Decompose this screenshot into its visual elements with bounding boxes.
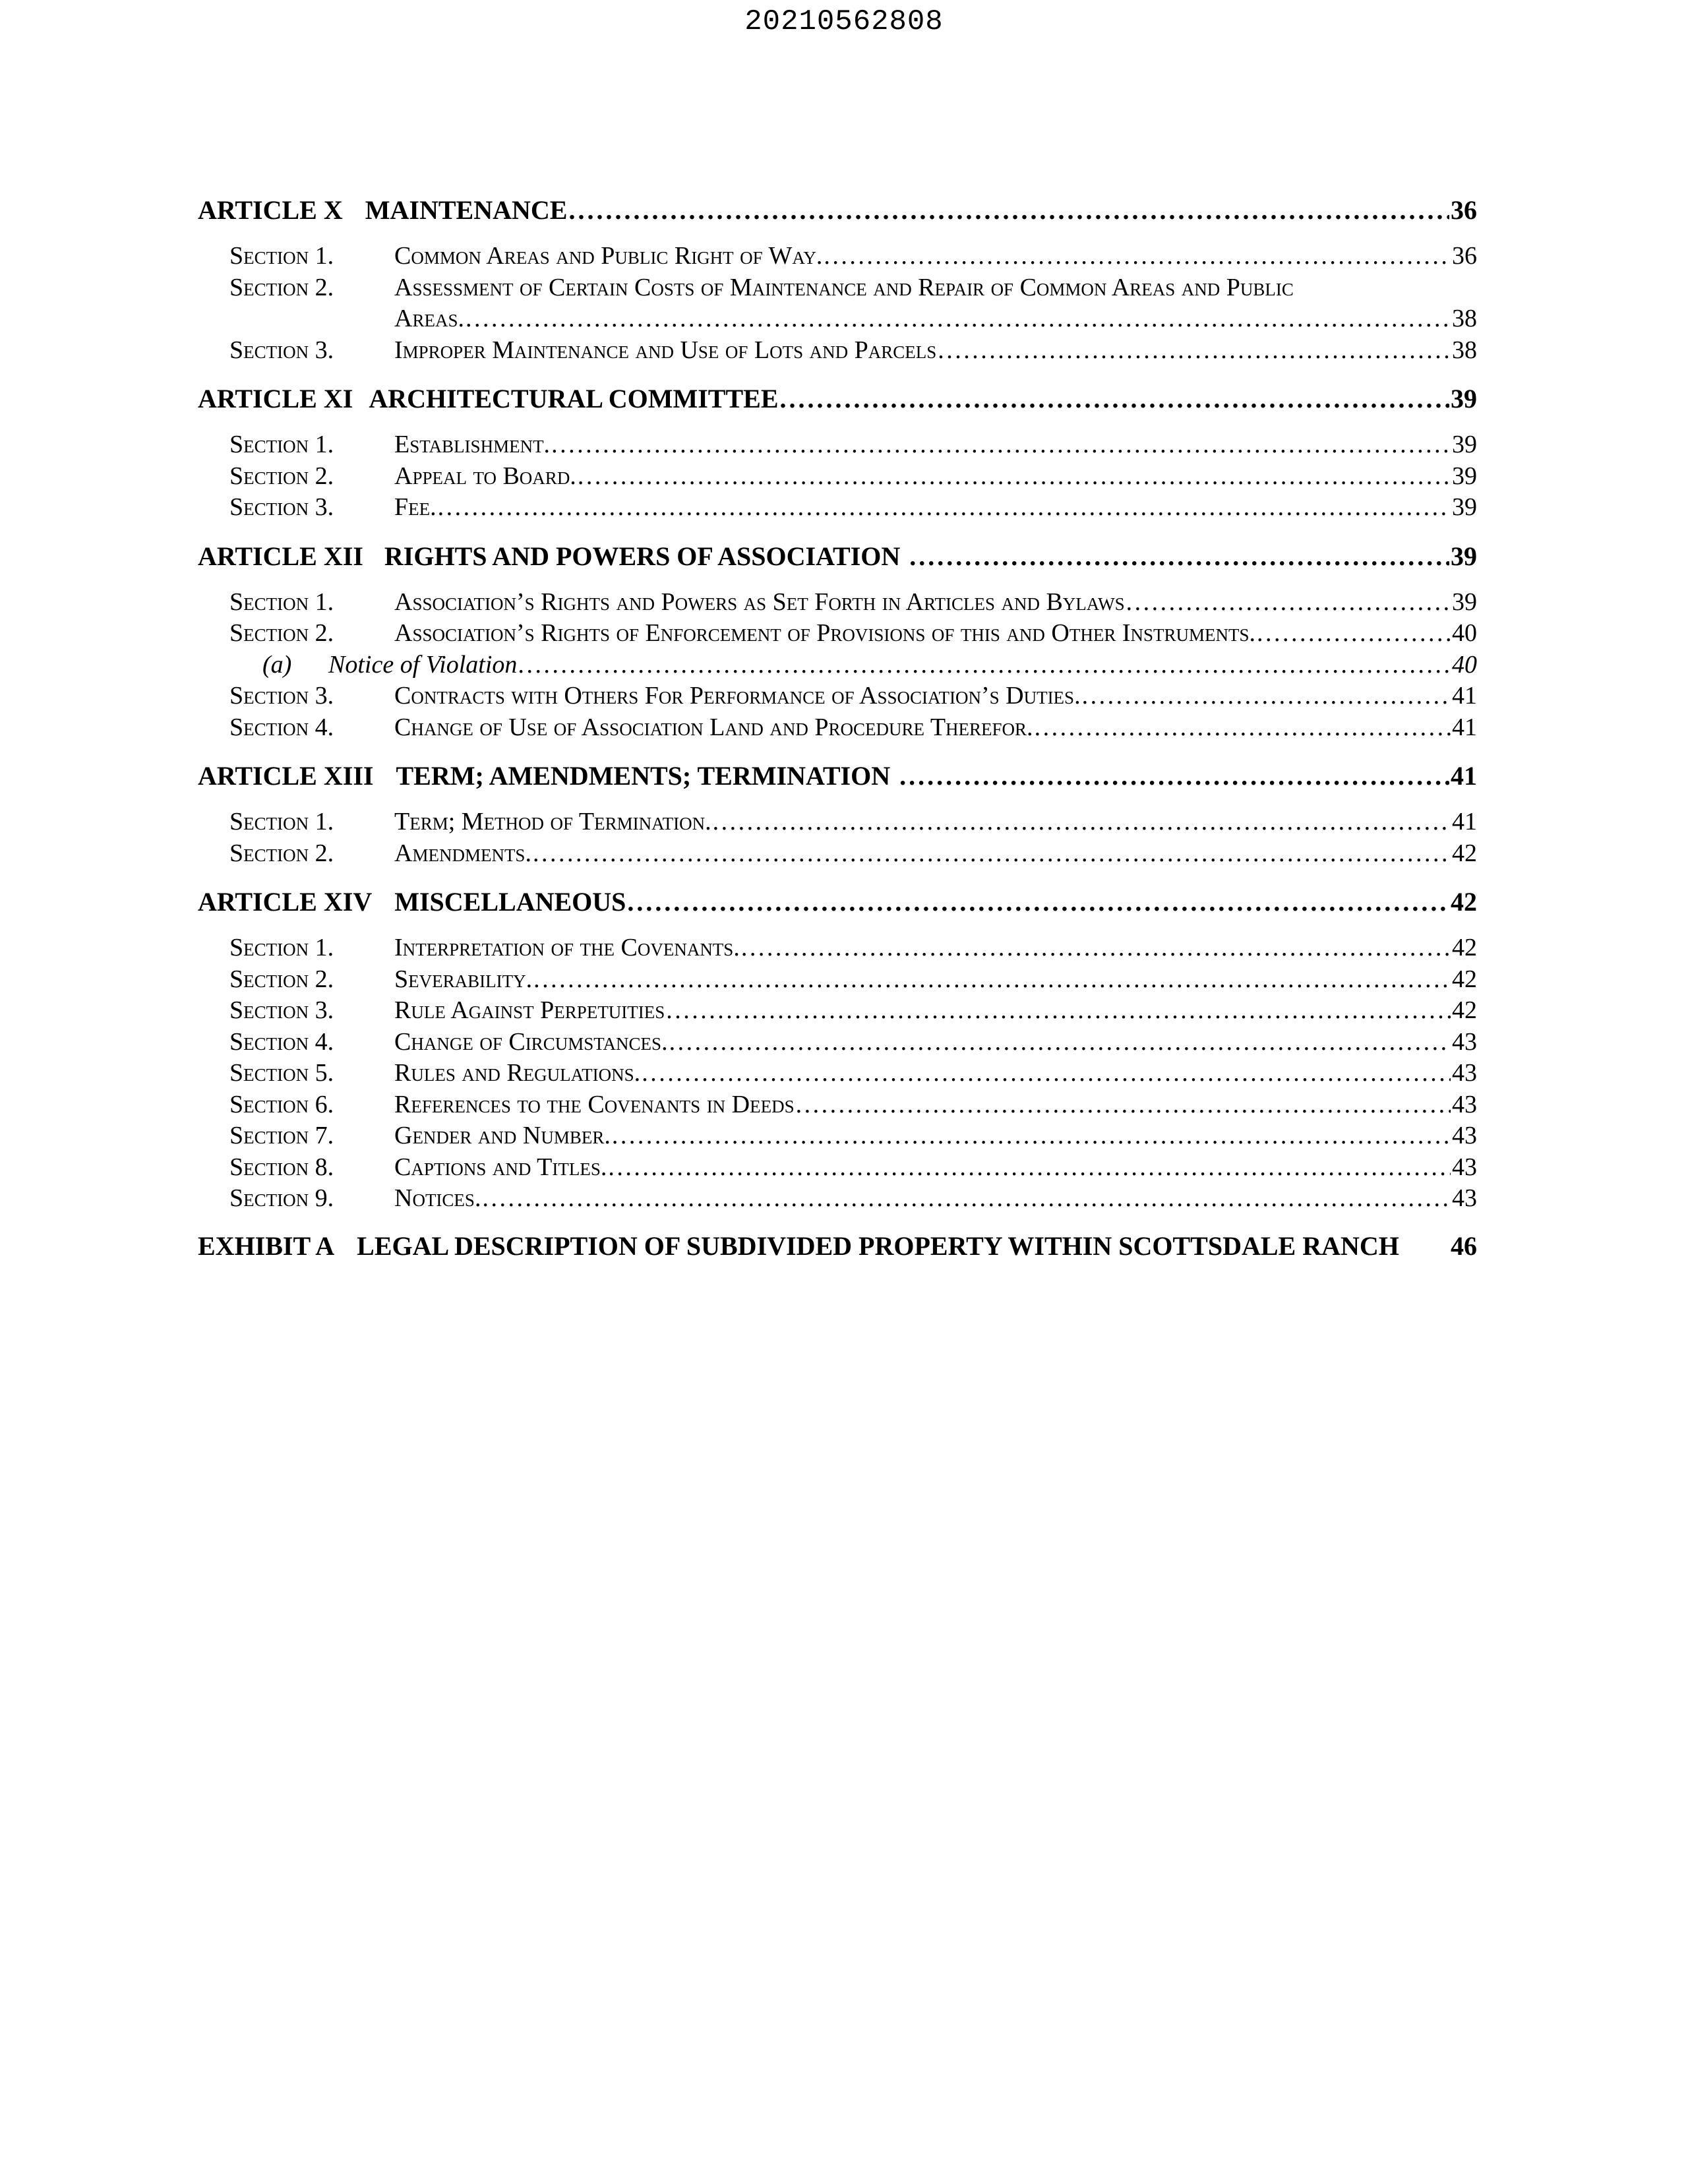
- page-number: 46: [1451, 1230, 1477, 1261]
- article-number: ARTICLE XII: [198, 541, 363, 571]
- toc-article-x[interactable]: [198, 195, 1477, 226]
- toc-section-entry[interactable]: [198, 932, 1477, 964]
- page-number: 43: [1452, 1184, 1477, 1212]
- table-of-contents: [198, 195, 1477, 1262]
- page-number: 43: [1452, 1122, 1477, 1149]
- page-number: 41: [1451, 761, 1477, 791]
- section-title: Interpretation of the Covenants.: [394, 934, 740, 961]
- page-number: 36: [1452, 242, 1477, 270]
- article-title: RIGHTS AND POWERS OF ASSOCIATION: [384, 541, 901, 571]
- page-number: 41: [1452, 713, 1477, 741]
- section-title: References to the Covenants in Deeds: [394, 1090, 795, 1118]
- section-number: Section 3.: [229, 336, 334, 364]
- toc-article-xiii[interactable]: [198, 760, 1477, 792]
- section-title: Severability.: [394, 965, 533, 993]
- section-number: Section 3.: [229, 682, 334, 710]
- toc-section-entry[interactable]: [198, 681, 1477, 712]
- section-list: [198, 587, 1477, 744]
- toc-section-entry[interactable]: [198, 1027, 1477, 1058]
- section-number: Section 2.: [229, 619, 334, 647]
- exhibit-number: EXHIBIT A: [198, 1230, 335, 1261]
- page-number: 39: [1452, 462, 1477, 490]
- subsection-number: (a): [262, 650, 292, 679]
- page-number: 36: [1451, 195, 1477, 225]
- page-number: 43: [1452, 1153, 1477, 1181]
- page-number: 43: [1452, 1090, 1477, 1118]
- section-number: Section 2.: [229, 462, 334, 490]
- section-title: Appeal to Board.: [394, 462, 576, 490]
- section-title: Contracts with Others For Performance of Association’s Duties.: [394, 682, 1081, 710]
- toc-section-entry[interactable]: [198, 838, 1477, 870]
- section-title: Assessment of Certain Costs of Maintenance and Repair of Common Areas and Public: [394, 273, 1294, 301]
- page-number: 39: [1452, 588, 1477, 616]
- page-number: 42: [1452, 965, 1477, 993]
- subsection-title: Notice of Violation: [328, 650, 518, 679]
- article-number: ARTICLE X: [198, 195, 343, 225]
- section-title: Gender and Number.: [394, 1122, 611, 1149]
- page-number: 43: [1452, 1059, 1477, 1087]
- section-list: [198, 429, 1477, 524]
- toc-article-xii[interactable]: [198, 541, 1477, 572]
- page-number: 42: [1452, 996, 1477, 1024]
- section-title: Common Areas and Public Right of Way.: [394, 242, 823, 270]
- toc-article-xiv[interactable]: [198, 886, 1477, 918]
- section-title: Rule Against Perpetuities: [394, 996, 665, 1024]
- page-number: 39: [1451, 541, 1477, 571]
- section-number: Section 1.: [229, 431, 334, 458]
- toc-section-entry[interactable]: [198, 806, 1477, 838]
- toc-section-entry[interactable]: [198, 461, 1477, 493]
- toc-section-entry[interactable]: [198, 492, 1477, 524]
- section-title: Association’s Rights of Enforcement of Provisions of this and Other Instruments.: [394, 619, 1256, 647]
- section-list: [198, 932, 1477, 1215]
- section-list: [198, 806, 1477, 869]
- section-title-continued: Areas.: [394, 305, 464, 332]
- section-title: Association’s Rights and Powers as Set Forth in Articles and Bylaws: [394, 588, 1125, 616]
- section-number: Section 2.: [229, 273, 334, 301]
- page-number: 43: [1452, 1027, 1477, 1056]
- document-number: 20210562808: [744, 5, 944, 38]
- toc-section-entry[interactable]: [198, 241, 1477, 272]
- section-title: Change of Circumstances.: [394, 1027, 668, 1056]
- toc-section-entry[interactable]: [198, 1058, 1477, 1089]
- section-number: Section 8.: [229, 1153, 334, 1181]
- article-number: ARTICLE XI: [198, 384, 353, 413]
- section-number: Section 9.: [229, 1184, 334, 1212]
- section-number: Section 1.: [229, 588, 334, 616]
- article-title: MAINTENANCE: [365, 195, 568, 225]
- section-number: Section 1.: [229, 242, 334, 270]
- page-number: 38: [1452, 336, 1477, 364]
- toc-section-entry[interactable]: [198, 587, 1477, 619]
- article-number: ARTICLE XIII: [198, 761, 374, 791]
- section-number: Section 4.: [229, 713, 334, 741]
- section-number: Section 1.: [229, 934, 334, 961]
- section-title: Term; Method of Termination.: [394, 808, 711, 835]
- toc-section-entry[interactable]: [198, 712, 1477, 744]
- section-title: Rules and Regulations.: [394, 1059, 641, 1087]
- article-title: ARCHITECTURAL COMMITTEE: [369, 384, 779, 413]
- page-number: 39: [1451, 384, 1477, 413]
- toc-section-entry[interactable]: [198, 964, 1477, 996]
- article-number: ARTICLE XIV: [198, 887, 373, 917]
- page-number: 39: [1452, 493, 1477, 521]
- section-number: Section 1.: [229, 808, 334, 835]
- toc-exhibit-a[interactable]: [198, 1230, 1477, 1262]
- section-title: Amendments.: [394, 839, 531, 867]
- section-title: Notices.: [394, 1184, 481, 1212]
- article-title: TERM; AMENDMENTS; TERMINATION: [396, 761, 891, 791]
- toc-section-entry[interactable]: [198, 1120, 1477, 1152]
- section-list: [198, 241, 1477, 366]
- toc-subsection-entry[interactable]: [198, 650, 1477, 681]
- toc-section-entry[interactable]: [198, 1183, 1477, 1215]
- page-number: 40: [1452, 619, 1477, 647]
- toc-section-entry[interactable]: [198, 272, 1477, 335]
- page-number: 41: [1452, 808, 1477, 835]
- exhibit-title: LEGAL DESCRIPTION OF SUBDIVIDED PROPERTY WITHIN SCOTTSDALE RANCH: [357, 1230, 1399, 1261]
- section-title: Establishment.: [394, 431, 551, 458]
- article-title: MISCELLANEOUS: [394, 887, 626, 917]
- page-number: 39: [1452, 431, 1477, 458]
- toc-section-entry[interactable]: [198, 995, 1477, 1027]
- section-number: Section 3.: [229, 493, 334, 521]
- page-number: 42: [1452, 934, 1477, 961]
- toc-section-entry[interactable]: [198, 429, 1477, 461]
- page-number: 41: [1452, 682, 1477, 710]
- section-number: Section 4.: [229, 1027, 334, 1056]
- section-title: Captions and Titles.: [394, 1153, 607, 1181]
- toc-section-entry[interactable]: [198, 1152, 1477, 1184]
- section-number: Section 3.: [229, 996, 334, 1024]
- toc-section-entry[interactable]: [198, 335, 1477, 367]
- section-number: Section 6.: [229, 1090, 334, 1118]
- section-title: Fee.: [394, 493, 437, 521]
- toc-section-entry[interactable]: [198, 1089, 1477, 1121]
- section-number: Section 7.: [229, 1122, 334, 1149]
- page-number: 42: [1451, 887, 1477, 917]
- page-number: 40: [1452, 650, 1477, 679]
- section-number: Section 5.: [229, 1059, 334, 1087]
- section-title: Improper Maintenance and Use of Lots and Parcels: [394, 336, 937, 364]
- page-number: 42: [1452, 839, 1477, 867]
- toc-section-entry[interactable]: [198, 618, 1477, 650]
- toc-article-xi[interactable]: [198, 383, 1477, 415]
- section-title: Change of Use of Association Land and Procedure Therefor.: [394, 713, 1033, 741]
- section-number: Section 2.: [229, 965, 334, 993]
- page-number: 38: [1452, 305, 1477, 332]
- section-number: Section 2.: [229, 839, 334, 867]
